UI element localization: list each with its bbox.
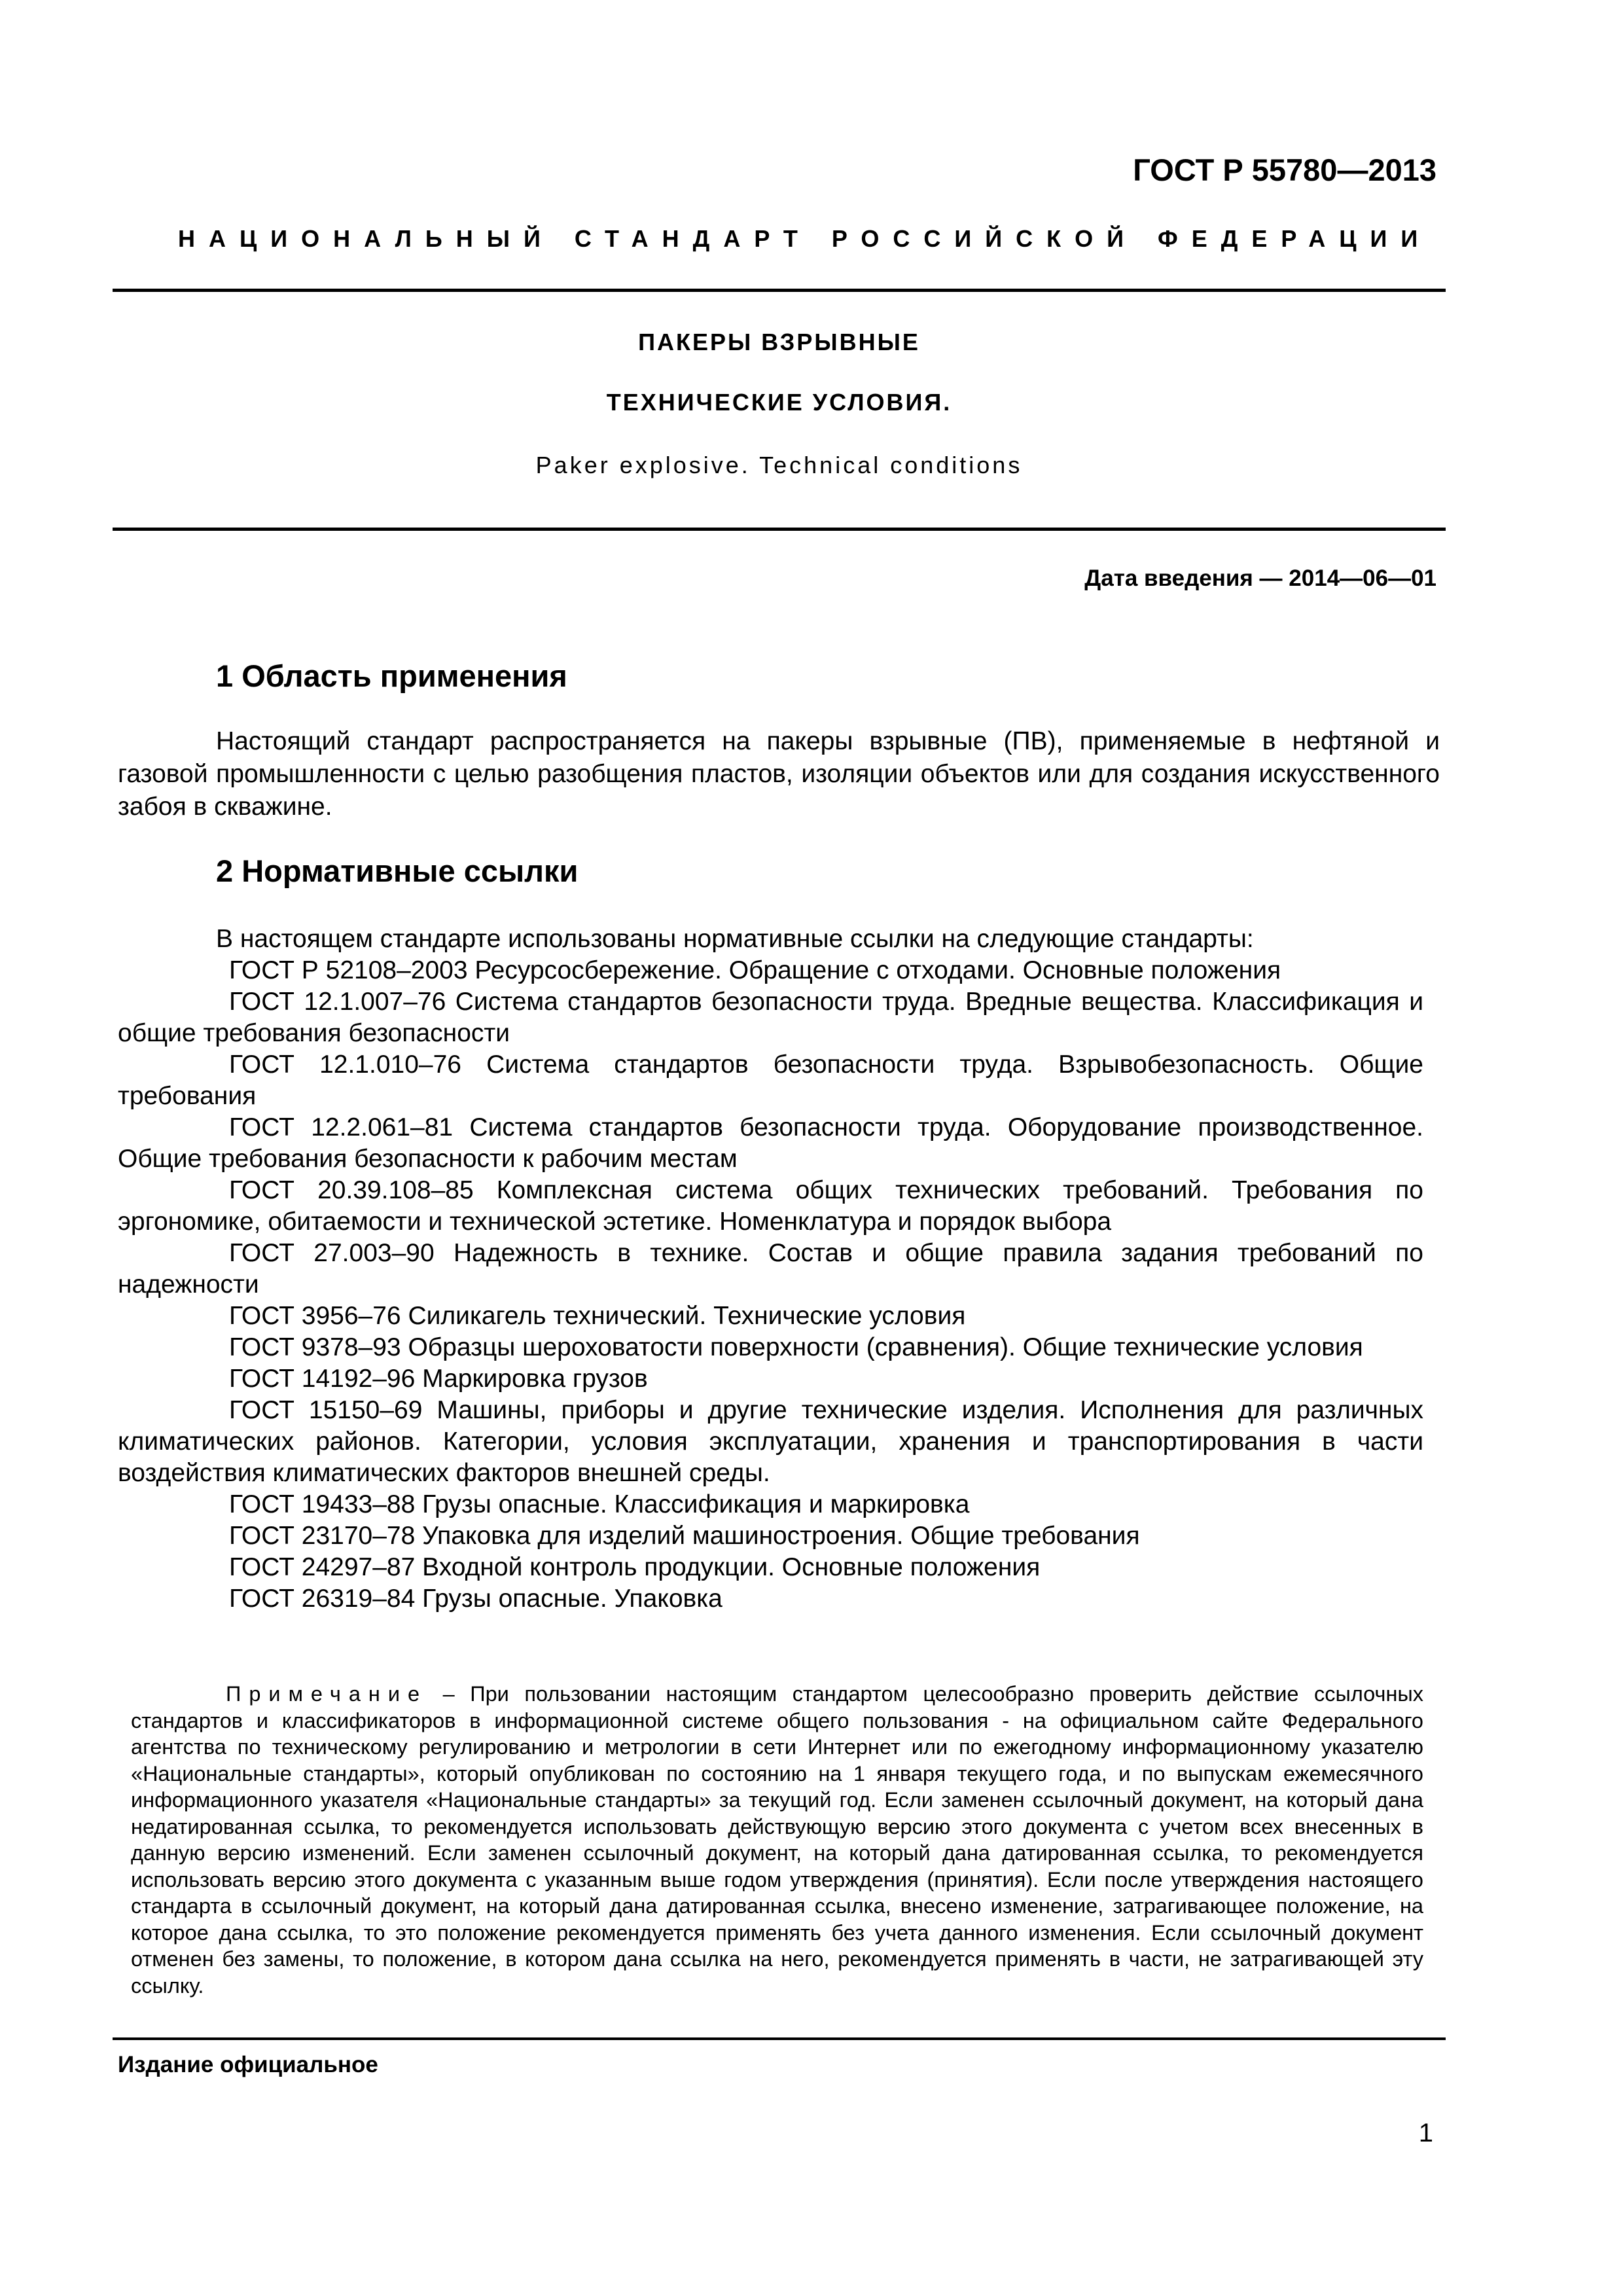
reference-item: ГОСТ 12.1.010–76 Система стандартов безопасности труда. Взрывобезопасность. Общие требования <box>118 1050 1423 1110</box>
introduction-date: Дата введения — 2014—06—01 <box>1084 565 1436 591</box>
reference-item: ГОСТ 3956–76 Силикагель технический. Технические условия <box>229 1302 966 1330</box>
section-1-heading: 1 Область применения <box>216 658 567 693</box>
reference-item: ГОСТ 26319–84 Грузы опасные. Упаковка <box>229 1585 722 1613</box>
reference-item: ГОСТ 12.1.007–76 Система стандартов безопасности труда. Вредные вещества. Классификация и общие требования безопасности <box>118 988 1423 1047</box>
reference-item: ГОСТ 24297–87 Входной контроль продукции. Основные положения <box>229 1553 1041 1581</box>
document-title: ПАКЕРЫ ВЗРЫВНЫЕ <box>638 329 920 355</box>
note-label: Примечание <box>226 1682 428 1706</box>
title-divider <box>113 528 1446 531</box>
section-1-text: Настоящий стандарт распространяется на пакеры взрывные (ПВ), применяемые в нефтяной и газовой промышленности с целью разобщения пластов, изоляции объектов или для создания искусственного забоя в скважине. <box>118 727 1440 821</box>
reference-item: ГОСТ 19433–88 Грузы опасные. Классификация и маркировка <box>229 1490 970 1518</box>
document-title-english: Paker explosive. Technical conditions <box>535 452 1023 478</box>
reference-item: ГОСТ 20.39.108–85 Комплексная система общих технических требований. Требования по эргономике, обитаемости и технической эстетике. Номенклатура и порядок выбора <box>118 1176 1423 1236</box>
reference-item: ГОСТ 23170–78 Упаковка для изделий машиностроения. Общие требования <box>229 1522 1140 1550</box>
section-2-heading: 2 Нормативные ссылки <box>216 853 579 888</box>
reference-item: ГОСТ Р 52108–2003 Ресурсосбережение. Обращение с отходами. Основные положения <box>229 956 1281 984</box>
note-block <box>131 1681 1423 1999</box>
page-number: 1 <box>1418 2119 1433 2147</box>
document-subtitle: ТЕХНИЧЕСКИЕ УСЛОВИЯ. <box>606 389 952 416</box>
national-standard-caption: НАЦИОНАЛЬНЫЙ СТАНДАРТ РОССИЙСКОЙ ФЕДЕРАЦИИ <box>178 225 1432 252</box>
note-text: – При пользовании настоящим стандартом целесообразно проверить действие ссылочных стандартов и классификаторов в информационной системе общего пользования - на официальном сайте Федерального агентства по техническому регулированию и метрологии в сети Интернет или по ежегодному информационному указателю «Национальные стандарты», который опубликован по состоянию на 1 января текущего года, и по выпускам ежемесячного информационного указателя «Национальные стандарты» за текущий год. Если заменен ссылочный документ, на который дана недатированная ссылка, то рекомендуется использовать действующую версию этого документа с учетом всех внесенных в данную версию изменений. Если заменен ссылочный документ, на который дана датированная ссылка, то рекомендуется использовать версию этого документа с указанным выше годом утверждения (принятия). Если после утверждения настоящего стандарта в ссылочный документ, на который дана датированная ссылка, внесено изменение, затрагивающее положение, на которое дана ссылка, то это положение рекомендуется применять без учета данного изменения. Если ссылочный документ отменен без замены, то положение, в котором дана ссылка на него, рекомендуется применять в части, не затрагивающей эту ссылку. <box>131 1682 1423 1998</box>
normative-references <box>118 924 1423 1615</box>
footer-divider <box>113 2037 1446 2040</box>
top-divider <box>113 289 1446 292</box>
reference-item: ГОСТ 15150–69 Машины, приборы и другие технические изделия. Исполнения для различных климатических районов. Категории, условия эксплуатации, хранения и транспортирования в части воздействия климатических факторов внешней среды. <box>118 1396 1423 1487</box>
reference-item: ГОСТ 27.003–90 Надежность в технике. Состав и общие правила задания требований по надежности <box>118 1239 1423 1299</box>
reference-item: ГОСТ 9378–93 Образцы шероховатости поверхности (сравнения). Общие технические условия <box>229 1333 1363 1361</box>
document-number: ГОСТ Р 55780—2013 <box>1133 152 1436 187</box>
references-intro: В настоящем стандарте использованы нормативные ссылки на следующие стандарты: <box>216 925 1254 953</box>
reference-item: ГОСТ 12.2.061–81 Система стандартов безопасности труда. Оборудование производственное. Общие требования безопасности к рабочим местам <box>118 1113 1423 1173</box>
official-edition-label: Издание официальное <box>118 2052 378 2077</box>
reference-item: ГОСТ 14192–96 Маркировка грузов <box>229 1365 648 1393</box>
